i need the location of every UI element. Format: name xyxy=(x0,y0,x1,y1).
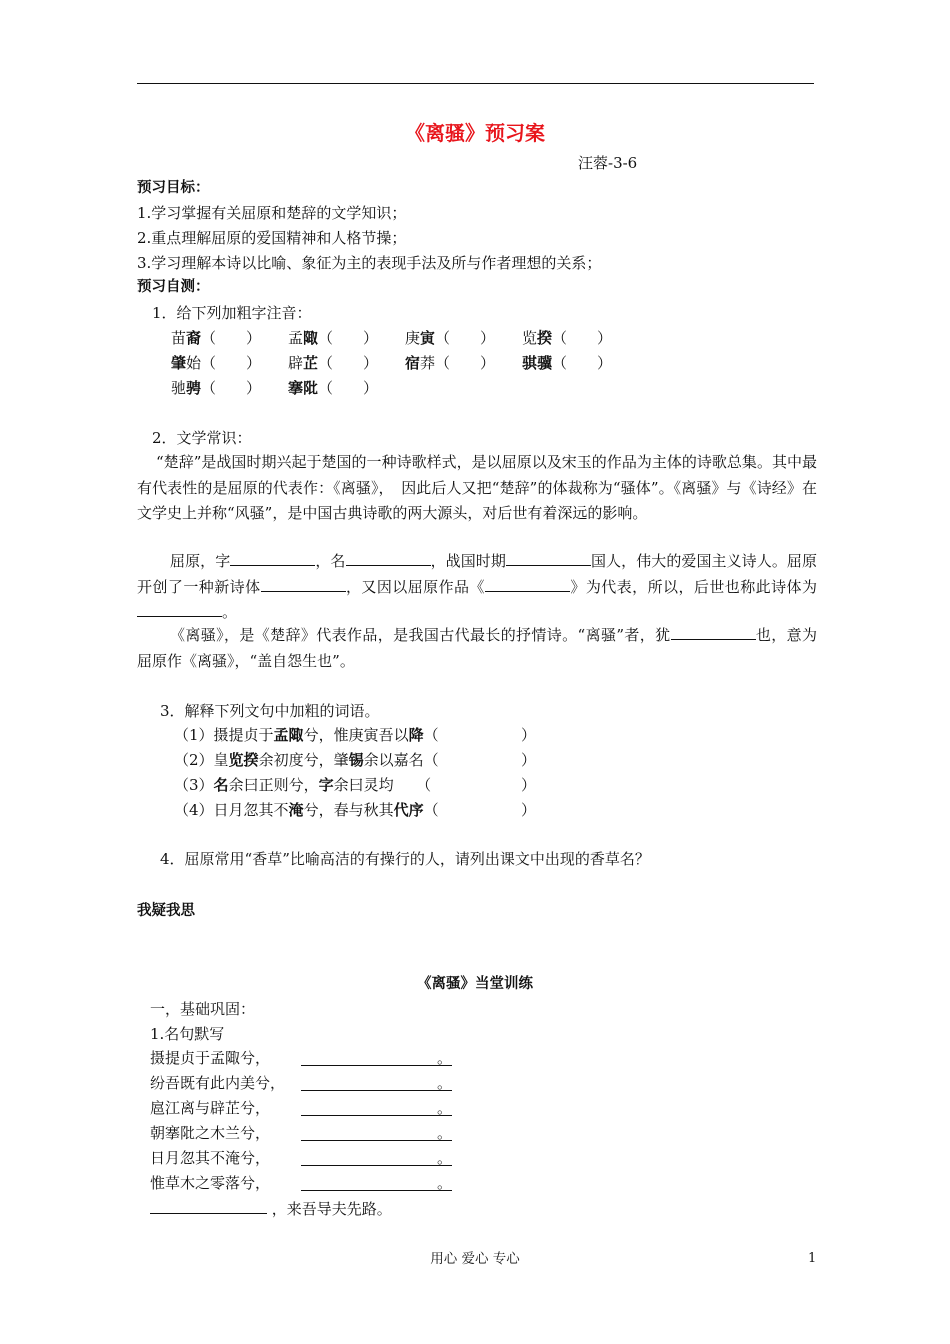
selftest-heading: 预习自测： xyxy=(137,279,210,295)
pinyin-item: 辟芷（ ） xyxy=(288,354,379,372)
recitation-blank[interactable]: 。 xyxy=(301,1148,452,1168)
header-rule xyxy=(137,83,814,84)
reflect-heading: 我疑我思 xyxy=(137,903,195,919)
fill-blank[interactable] xyxy=(137,601,222,617)
page-number: 1 xyxy=(808,1251,817,1266)
practice-section: 一，基础巩固： xyxy=(150,1000,256,1018)
recitation-blank[interactable]: 。 xyxy=(301,1073,452,1093)
q2-prompt: 2．文学常识： xyxy=(152,429,252,447)
recitation-line: 扈江离与辟芷兮， xyxy=(150,1099,271,1117)
pinyin-item: 骐骥（ ） xyxy=(522,354,613,372)
pinyin-item: 孟陬（ ） xyxy=(288,329,379,347)
fill-blank[interactable] xyxy=(346,550,431,566)
practice-sub: 1.名句默写 xyxy=(150,1025,225,1043)
fill-blank[interactable] xyxy=(671,624,756,640)
q3-item: （4）日月忽其不淹兮，春与秋其代序（ xyxy=(174,801,439,819)
recitation-line: 纷吾既有此内美兮， xyxy=(150,1074,286,1092)
practice-title: 《离骚》当堂训练 xyxy=(417,976,533,992)
recitation-line: 朝搴阰之木兰兮， xyxy=(150,1124,271,1142)
fill-blank[interactable] xyxy=(150,1198,267,1214)
pinyin-item: 宿莽（ ） xyxy=(405,354,496,372)
fill-blank[interactable] xyxy=(261,576,346,592)
page-title: 《离骚》预习案 xyxy=(405,121,545,145)
recitation-line: 日月忽其不淹兮， xyxy=(150,1149,271,1167)
fill-blank[interactable] xyxy=(485,576,570,592)
q3-item: （2）皇览揆余初度兮，肇锡余以嘉名（ xyxy=(174,751,439,769)
fill-blank[interactable] xyxy=(506,550,591,566)
q3-close-paren: ） xyxy=(521,726,537,744)
q3-item: （1）摄提贞于孟陬兮，惟庚寅吾以降（ xyxy=(174,726,439,744)
pinyin-item: 驰骋（ ） xyxy=(171,379,262,397)
recitation-last-line: ，来吾导夫先路。 xyxy=(150,1198,392,1219)
pinyin-item: 庚寅（ ） xyxy=(405,329,496,347)
page-footer: 用心 爱心 专心 xyxy=(430,1251,520,1267)
q2-paragraph-3: 《离骚》，是《楚辞》代表作品，是我国古代最长的抒情诗。“离骚”者，犹 也，意为屈原作《离骚》，“盖自怨生也”。 xyxy=(137,626,817,670)
goals-heading: 预习目标： xyxy=(137,180,210,196)
goal-item: 1.学习掌握有关屈原和楚辞的文学知识； xyxy=(137,204,407,222)
goal-item: 2.重点理解屈原的爱国精神和人格节操； xyxy=(137,229,407,247)
recitation-blank[interactable]: 。 xyxy=(301,1098,452,1118)
q2-paragraph-2: 屈原，字 ，名 ，战国时期 国人，伟大的爱国主义诗人。屈原开创了一种新诗体 ，又因以屈原作品《 》为代表，所以，后世也称此诗体为。 xyxy=(137,552,817,621)
q1-prompt: 1．给下列加粗字注音： xyxy=(152,304,312,322)
q3-close-paren: ） xyxy=(521,801,537,819)
pinyin-item: 览揆（ ） xyxy=(522,329,613,347)
recitation-blank[interactable]: 。 xyxy=(301,1173,452,1193)
q2-paragraph-1: “楚辞”是战国时期兴起于楚国的一种诗歌样式，是以屈原以及宋玉的作品为主体的诗歌总集。其中最有代表性的是屈原的代表作：《离骚》， 因此后人又把“楚辞”的体裁称为“骚体”。《离骚》与《诗经》在文学史上并称“风骚”，是中国古典诗歌的两大源头，对后世有着深远的影响。 xyxy=(137,453,817,522)
recitation-line: 惟草木之零落兮， xyxy=(150,1174,271,1192)
q3-close-paren: ） xyxy=(521,751,537,769)
pinyin-item: 肇始（ ） xyxy=(171,354,262,372)
recitation-line: 摄提贞于孟陬兮， xyxy=(150,1049,271,1067)
pinyin-item: 苗裔（ ） xyxy=(171,329,262,347)
q3-prompt: 3．解释下列文句中加粗的词语。 xyxy=(160,702,380,720)
recitation-blank[interactable]: 。 xyxy=(301,1123,452,1143)
q3-close-paren: ） xyxy=(521,776,537,794)
q3-item: （3）名余曰正则兮，字余曰灵均 （ xyxy=(174,776,432,794)
fill-blank[interactable] xyxy=(230,550,315,566)
q4-prompt: 4．屈原常用“香草”比喻高洁的有操行的人，请列出课文中出现的香草名？ xyxy=(160,850,650,868)
pinyin-item: 搴阰（ ） xyxy=(288,379,379,397)
goal-item: 3.学习理解本诗以比喻、象征为主的表现手法及所与作者理想的关系； xyxy=(137,254,602,272)
recitation-blank[interactable]: 。 xyxy=(301,1048,452,1068)
author-label: 汪蓉-3-6 xyxy=(578,154,638,172)
